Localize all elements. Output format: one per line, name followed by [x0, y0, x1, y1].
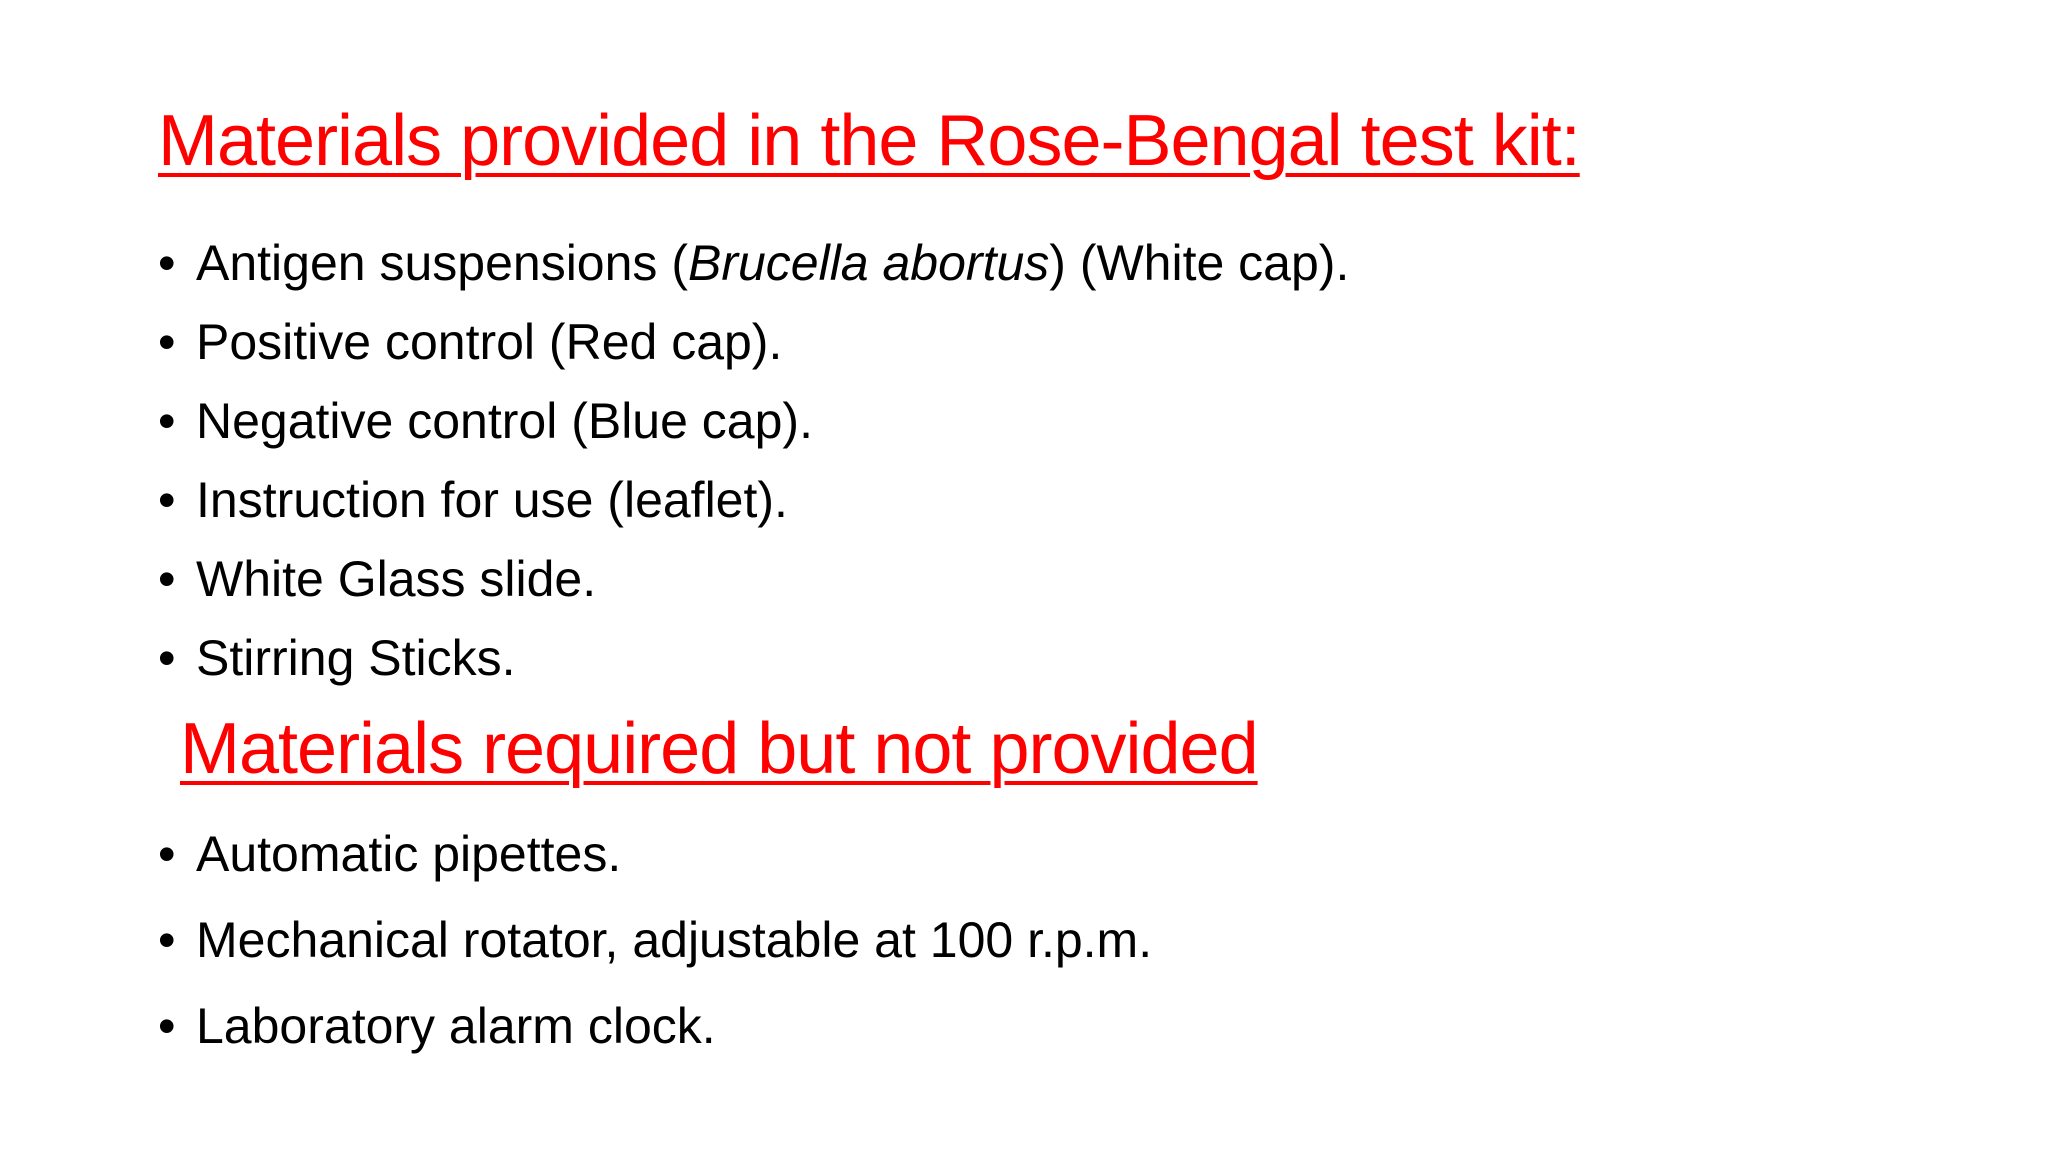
list-item — [158, 818, 1152, 904]
list-item — [158, 465, 1349, 544]
bullet-icon: • — [158, 472, 176, 528]
list-item — [158, 904, 1152, 990]
list-item — [158, 228, 1349, 307]
item-text: Negative control (Blue cap). — [196, 393, 813, 449]
bullet-icon: • — [158, 314, 176, 370]
required-materials-list — [158, 818, 1152, 1076]
item-text: Instruction for use (leaflet). — [196, 472, 788, 528]
list-item — [158, 623, 1349, 702]
list-item — [158, 544, 1349, 623]
bullet-icon: • — [158, 912, 176, 968]
item-text: White Glass slide. — [196, 551, 597, 607]
item-text: Laboratory alarm clock. — [196, 998, 716, 1054]
item-text: Mechanical rotator, adjustable at 100 r.p.m. — [196, 912, 1153, 968]
item-text-prefix: Antigen suspensions ( — [196, 235, 688, 291]
list-item — [158, 307, 1349, 386]
heading-materials-required: Materials required but not provided — [180, 709, 1258, 789]
bullet-icon: • — [158, 630, 176, 686]
heading-materials-provided: Materials provided in the Rose-Bengal test kit: — [158, 101, 1580, 181]
item-text: Stirring Sticks. — [196, 630, 516, 686]
bullet-icon: • — [158, 235, 176, 291]
item-text: Automatic pipettes. — [196, 826, 622, 882]
item-text-suffix: ) (White cap). — [1049, 235, 1350, 291]
bullet-icon: • — [158, 551, 176, 607]
bullet-icon: • — [158, 826, 176, 882]
item-text-italic-species: Brucella abortus — [687, 235, 1050, 291]
list-item — [158, 990, 1152, 1076]
provided-materials-list — [158, 228, 1349, 702]
bullet-icon: • — [158, 393, 176, 449]
item-text: Positive control (Red cap). — [196, 314, 783, 370]
list-item — [158, 386, 1349, 465]
bullet-icon: • — [158, 998, 176, 1054]
